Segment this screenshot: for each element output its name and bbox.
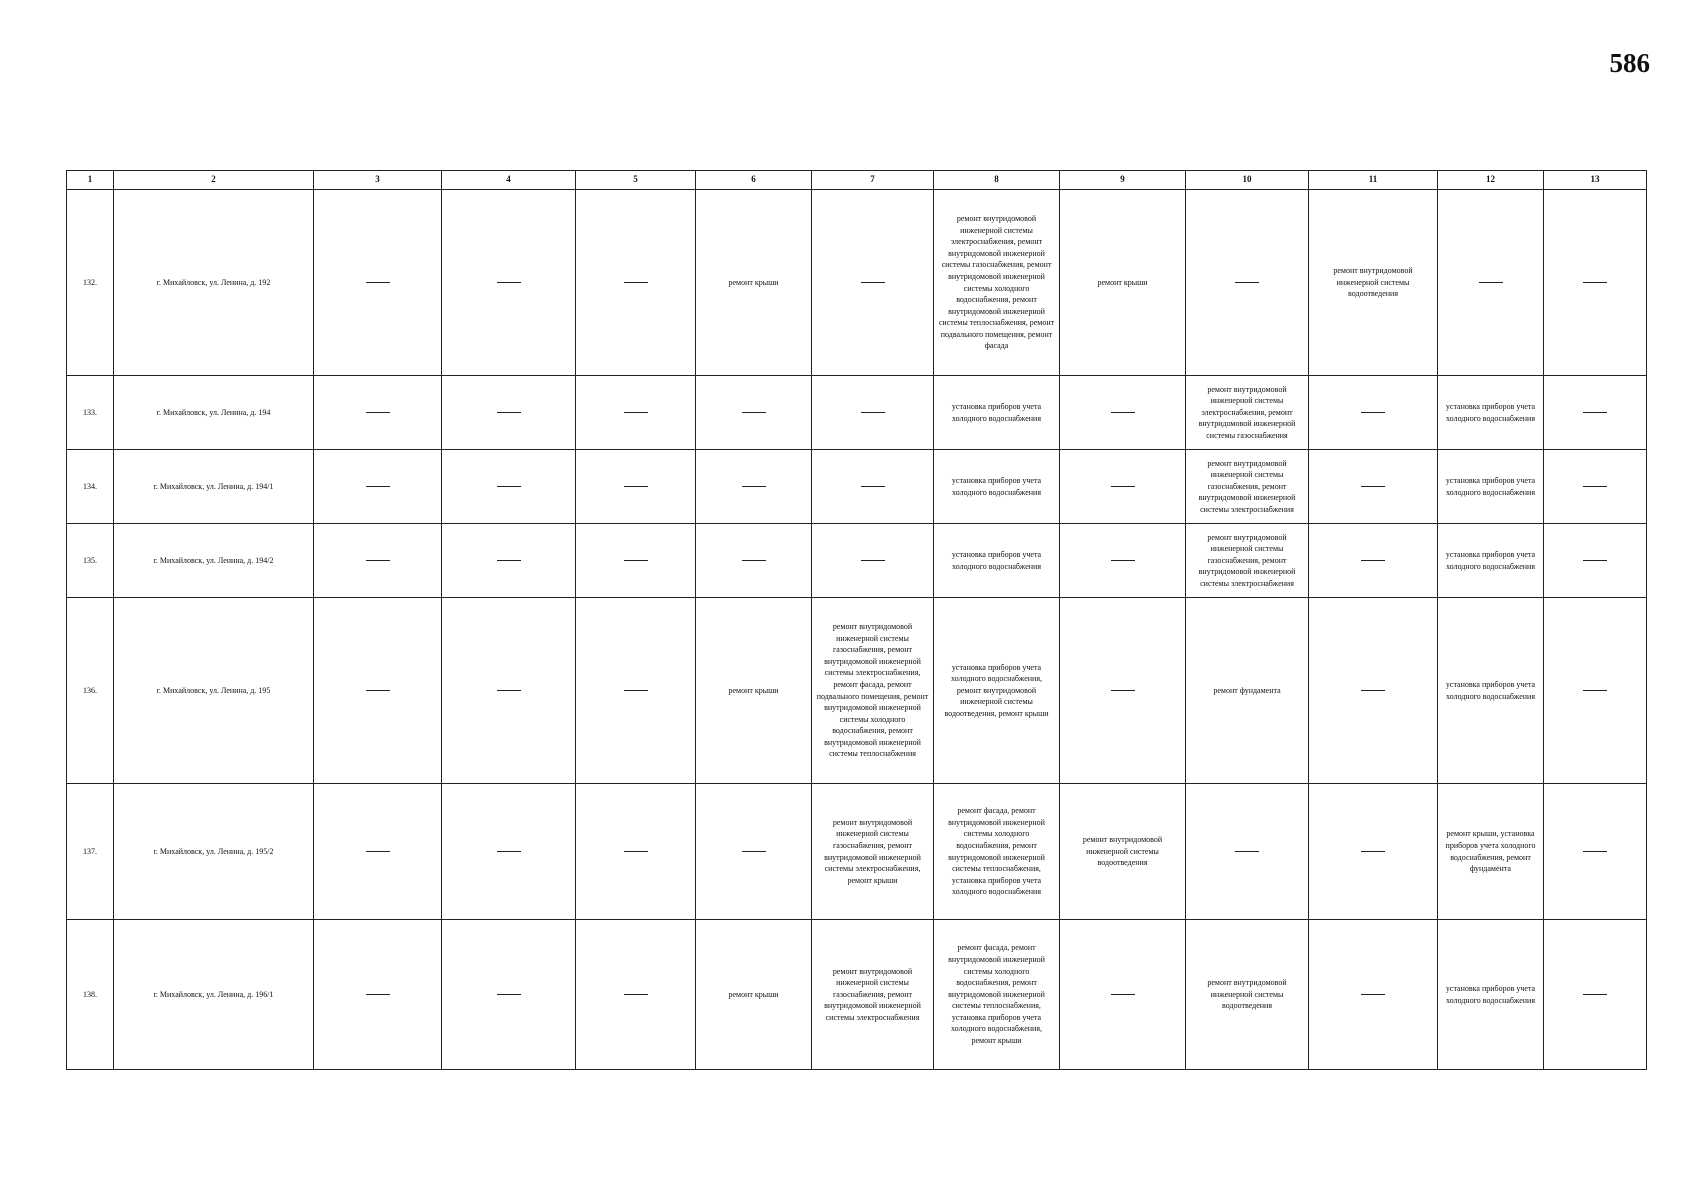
work-cell: ремонт внутридомовой инженерной системы газоснабжения, ремонт внутридомовой инженерной системы электроснабжения [1186, 450, 1309, 524]
empty-dash [624, 994, 648, 995]
work-cell: ремонт фасада, ремонт внутридомовой инженерной системы холодного водоснабжения, ремонт внутридомовой инженерной системы теплоснабжения, установка приборов учета холодного водоснабжения [934, 784, 1060, 920]
table-row [67, 920, 1647, 1070]
page-number: 586 [1609, 48, 1650, 78]
work-cell: ремонт внутридомовой инженерной системы газоснабжения, ремонт внутридомовой инженерной системы электроснабжения, ремонт крыши [812, 784, 934, 920]
work-cell [314, 450, 442, 524]
work-cell [812, 190, 934, 376]
work-cell [314, 524, 442, 598]
column-header: 11 [1309, 171, 1438, 190]
empty-dash [1583, 994, 1607, 995]
empty-dash [624, 486, 648, 487]
table-row [67, 376, 1647, 450]
empty-dash [497, 412, 521, 413]
work-cell: установка приборов учета холодного водоснабжения [1438, 598, 1544, 784]
empty-dash [1479, 282, 1503, 283]
work-cell [1309, 376, 1438, 450]
address-cell: г. Михайловск, ул. Ленина, д. 194/1 [114, 450, 314, 524]
work-cell [812, 450, 934, 524]
empty-dash [497, 560, 521, 561]
work-cell [1186, 784, 1309, 920]
work-cell [442, 598, 576, 784]
work-cell [1186, 190, 1309, 376]
work-cell [1060, 450, 1186, 524]
empty-dash [497, 851, 521, 852]
work-cell: установка приборов учета холодного водоснабжения [934, 376, 1060, 450]
empty-dash [861, 486, 885, 487]
work-cell: ремонт фасада, ремонт внутридомовой инженерной системы холодного водоснабжения, ремонт внутридомовой инженерной системы теплоснабжения, установка приборов учета холодного водоснабжения, ремонт крыши [934, 920, 1060, 1070]
work-cell [442, 784, 576, 920]
work-cell [1309, 598, 1438, 784]
column-header: 6 [696, 171, 812, 190]
work-cell: установка приборов учета холодного водоснабжения [934, 450, 1060, 524]
address-cell: г. Михайловск, ул. Ленина, д. 195 [114, 598, 314, 784]
work-cell: ремонт крыши [1060, 190, 1186, 376]
repair-schedule-table [66, 170, 1647, 1070]
work-cell: установка приборов учета холодного водоснабжения, ремонт внутридомовой инженерной системы водоотведения, ремонт крыши [934, 598, 1060, 784]
work-cell: установка приборов учета холодного водоснабжения [1438, 524, 1544, 598]
empty-dash [742, 486, 766, 487]
empty-dash [861, 560, 885, 561]
row-number: 138. [67, 920, 114, 1070]
work-cell [314, 920, 442, 1070]
work-cell [314, 376, 442, 450]
work-cell [1544, 524, 1647, 598]
empty-dash [624, 282, 648, 283]
empty-dash [1361, 851, 1385, 852]
work-cell [314, 784, 442, 920]
empty-dash [624, 851, 648, 852]
empty-dash [1583, 690, 1607, 691]
work-cell: ремонт внутридомовой инженерной системы водоотведения [1309, 190, 1438, 376]
work-cell [1309, 450, 1438, 524]
work-cell [442, 450, 576, 524]
work-cell [812, 524, 934, 598]
empty-dash [1361, 486, 1385, 487]
table-row [67, 524, 1647, 598]
empty-dash [366, 486, 390, 487]
address-cell: г. Михайловск, ул. Ленина, д. 192 [114, 190, 314, 376]
empty-dash [1361, 412, 1385, 413]
work-cell [442, 524, 576, 598]
address-cell: г. Михайловск, ул. Ленина, д. 195/2 [114, 784, 314, 920]
empty-dash [861, 412, 885, 413]
empty-dash [1583, 412, 1607, 413]
work-cell: установка приборов учета холодного водоснабжения [1438, 450, 1544, 524]
empty-dash [1583, 486, 1607, 487]
column-header: 9 [1060, 171, 1186, 190]
work-cell [1309, 784, 1438, 920]
column-header: 3 [314, 171, 442, 190]
work-cell: ремонт внутридомовой инженерной системы газоснабжения, ремонт внутридомовой инженерной системы электроснабжения, ремонт фасада, ремонт подвального помещения, ремонт внутридомовой инженерной системы холодного водоснабжения, ремонт внутридомовой инженерной системы теплоснабжения [812, 598, 934, 784]
work-cell [696, 450, 812, 524]
column-header: 8 [934, 171, 1060, 190]
empty-dash [742, 560, 766, 561]
column-header: 4 [442, 171, 576, 190]
empty-dash [497, 282, 521, 283]
work-cell [1309, 524, 1438, 598]
row-number: 136. [67, 598, 114, 784]
empty-dash [742, 851, 766, 852]
work-cell [576, 524, 696, 598]
work-cell [314, 598, 442, 784]
row-number: 132. [67, 190, 114, 376]
empty-dash [497, 994, 521, 995]
work-cell: установка приборов учета холодного водоснабжения [934, 524, 1060, 598]
empty-dash [366, 994, 390, 995]
empty-dash [1583, 282, 1607, 283]
empty-dash [1111, 994, 1135, 995]
work-cell [1544, 376, 1647, 450]
work-cell [576, 784, 696, 920]
empty-dash [624, 690, 648, 691]
column-header: 5 [576, 171, 696, 190]
row-number: 134. [67, 450, 114, 524]
column-header: 2 [114, 171, 314, 190]
address-cell: г. Михайловск, ул. Ленина, д. 194 [114, 376, 314, 450]
table-body [67, 190, 1647, 1070]
empty-dash [1361, 994, 1385, 995]
address-cell: г. Михайловск, ул. Ленина, д. 196/1 [114, 920, 314, 1070]
work-cell [1438, 190, 1544, 376]
column-header: 10 [1186, 171, 1309, 190]
table-row [67, 598, 1647, 784]
work-cell: ремонт крыши [696, 598, 812, 784]
column-header: 1 [67, 171, 114, 190]
work-cell: ремонт внутридомовой инженерной системы газоснабжения, ремонт внутридомовой инженерной системы электроснабжения [1186, 524, 1309, 598]
work-cell [314, 190, 442, 376]
empty-dash [1361, 690, 1385, 691]
work-cell: установка приборов учета холодного водоснабжения [1438, 376, 1544, 450]
empty-dash [1111, 690, 1135, 691]
work-cell [576, 598, 696, 784]
row-number: 137. [67, 784, 114, 920]
empty-dash [1111, 560, 1135, 561]
work-cell [696, 784, 812, 920]
work-cell: ремонт внутридомовой инженерной системы водоотведения [1186, 920, 1309, 1070]
work-cell [576, 450, 696, 524]
empty-dash [1583, 851, 1607, 852]
work-cell [1060, 376, 1186, 450]
work-cell: установка приборов учета холодного водоснабжения [1438, 920, 1544, 1070]
column-number-row [67, 171, 1647, 190]
work-cell [442, 920, 576, 1070]
work-cell: ремонт внутридомовой инженерной системы газоснабжения, ремонт внутридомовой инженерной системы электроснабжения [812, 920, 934, 1070]
row-number: 133. [67, 376, 114, 450]
empty-dash [1583, 560, 1607, 561]
work-cell: ремонт внутридомовой инженерной системы электроснабжения, ремонт внутридомовой инженерной системы газоснабжения [1186, 376, 1309, 450]
empty-dash [366, 282, 390, 283]
work-cell [1544, 920, 1647, 1070]
empty-dash [1235, 282, 1259, 283]
work-cell: ремонт крыши [696, 190, 812, 376]
work-cell: ремонт крыши [696, 920, 812, 1070]
work-cell: ремонт внутридомовой инженерной системы электроснабжения, ремонт внутридомовой инженерной системы газоснабжения, ремонт внутридомовой инженерной системы холодного водоснабжения, ремонт внутридомовой инженерной системы теплоснабжения, ремонт подвального помещения, ремонт фасада [934, 190, 1060, 376]
column-header: 12 [1438, 171, 1544, 190]
empty-dash [366, 851, 390, 852]
empty-dash [624, 412, 648, 413]
empty-dash [366, 560, 390, 561]
work-cell [696, 376, 812, 450]
row-number: 135. [67, 524, 114, 598]
work-cell [1544, 598, 1647, 784]
empty-dash [1111, 486, 1135, 487]
empty-dash [1111, 412, 1135, 413]
work-cell [1544, 450, 1647, 524]
table-row [67, 190, 1647, 376]
work-cell [1309, 920, 1438, 1070]
empty-dash [742, 412, 766, 413]
empty-dash [1361, 560, 1385, 561]
work-cell [1544, 784, 1647, 920]
work-cell [696, 524, 812, 598]
work-cell [1060, 920, 1186, 1070]
work-cell [576, 376, 696, 450]
work-cell [442, 190, 576, 376]
work-cell [576, 190, 696, 376]
column-header: 13 [1544, 171, 1647, 190]
empty-dash [861, 282, 885, 283]
table-row [67, 784, 1647, 920]
work-cell [1060, 524, 1186, 598]
work-cell [576, 920, 696, 1070]
work-cell [1060, 598, 1186, 784]
work-cell: ремонт крыши, установка приборов учета холодного водоснабжения, ремонт фундамента [1438, 784, 1544, 920]
empty-dash [497, 486, 521, 487]
empty-dash [366, 690, 390, 691]
work-cell [442, 376, 576, 450]
work-cell [812, 376, 934, 450]
empty-dash [366, 412, 390, 413]
work-cell: ремонт внутридомовой инженерной системы водоотведения [1060, 784, 1186, 920]
empty-dash [624, 560, 648, 561]
work-cell [1544, 190, 1647, 376]
empty-dash [497, 690, 521, 691]
column-header: 7 [812, 171, 934, 190]
empty-dash [1235, 851, 1259, 852]
work-cell: ремонт фундамента [1186, 598, 1309, 784]
table-row [67, 450, 1647, 524]
address-cell: г. Михайловск, ул. Ленина, д. 194/2 [114, 524, 314, 598]
